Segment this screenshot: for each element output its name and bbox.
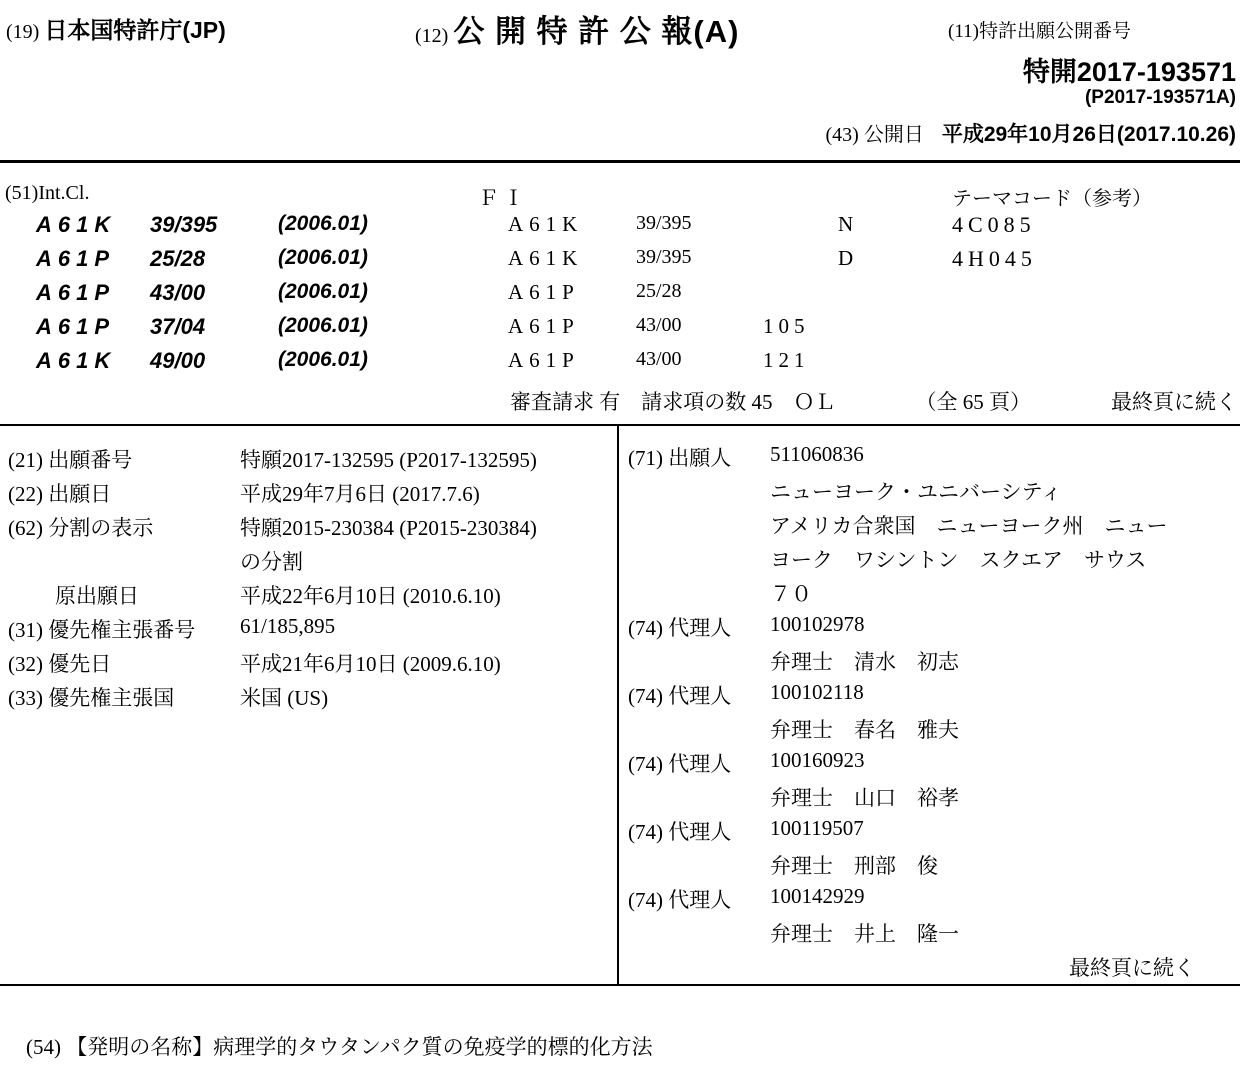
field-value: ニューヨーク・ユニバーシティ: [770, 480, 1062, 504]
intcl-number: 39/395: [150, 212, 218, 237]
biblio-row: [617, 510, 1240, 544]
field-value: 平成22年6月10日 (2010.6.10): [240, 584, 501, 608]
intcl-number: 43/00: [150, 280, 206, 305]
theme-code: 4H045: [952, 246, 1037, 271]
document-type: [415, 6, 739, 51]
biblio-row: [617, 544, 1240, 578]
fi-subcode: 121: [763, 348, 810, 372]
fi-number: 43/00: [636, 348, 682, 370]
publication-number-paren: (P2017-193571A): [1084, 87, 1236, 108]
applicant-agent-column: [617, 442, 1240, 986]
fi-class: A61P: [508, 348, 580, 372]
intcl-version: (2006.01): [278, 212, 368, 235]
field-value: の分割: [240, 550, 303, 574]
field-value: 弁理士 清水 初志: [770, 650, 959, 674]
field-label: (71) 出願人: [628, 446, 732, 470]
field-value: 100102118: [770, 680, 864, 704]
fi-number: 43/00: [636, 314, 682, 336]
biblio-row: [0, 648, 617, 682]
field-value: 100160923: [770, 748, 865, 772]
biblio-row: [617, 782, 1240, 816]
fi-class: A61K: [508, 212, 584, 236]
biblio-row: [0, 580, 617, 614]
field-value: 平成21年6月10日 (2009.6.10): [240, 652, 501, 676]
biblio-row: [617, 918, 1240, 952]
fi-letter: N: [838, 212, 854, 236]
fi-number: 25/28: [636, 280, 682, 302]
field-label: (74) 代理人: [628, 820, 732, 844]
continued-note-bottom: 最終頁に続く: [1069, 956, 1195, 980]
biblio-row: [0, 546, 617, 580]
biblio-row: [0, 478, 617, 512]
intcl-label-text: Int.Cl.: [38, 182, 90, 204]
header-divider-rule: [0, 160, 1240, 163]
publication-number: 特開2017-193571: [1022, 57, 1236, 87]
pubnum-label-text: 特許出願公開番号: [978, 21, 1131, 42]
total-pages: （全 65 頁）: [915, 390, 1031, 414]
field-label: (21) 出願番号: [8, 448, 133, 472]
examination-request-text: 審査請求 有 請求項の数 45 ＯＬ: [510, 390, 836, 414]
field-value: 米国 (US): [240, 686, 329, 710]
field-value: 特願2015-230384 (P2015-230384): [240, 516, 537, 540]
field-value: 100102978: [770, 612, 865, 636]
fi-class: A61K: [508, 246, 584, 270]
intcl-version: (2006.01): [278, 314, 368, 337]
classification-row: [0, 280, 1240, 314]
intcl-version: (2006.01): [278, 348, 368, 371]
invention-title: 病理学的タウタンパク質の免疫学的標的化方法: [213, 1036, 653, 1059]
publication-office: [6, 12, 226, 45]
classification-row: [0, 348, 1240, 382]
field-value: ７０: [770, 582, 812, 606]
intcl-number: 25/28: [150, 246, 206, 271]
biblio-row: [617, 578, 1240, 612]
fi-number: 39/395: [636, 246, 692, 268]
intcl-version: (2006.01): [278, 280, 368, 303]
field-value: 弁理士 春名 雅夫: [770, 718, 959, 742]
biblio-row: [617, 442, 1240, 476]
biblio-row: [0, 682, 617, 716]
biblio-row: [0, 512, 617, 546]
pubdate-label: (43) 公開日: [825, 124, 924, 146]
field-label: (74) 代理人: [628, 616, 732, 640]
classification-row: [0, 314, 1240, 348]
intcl-class: A61P: [36, 246, 116, 271]
biblio-row: [617, 714, 1240, 748]
theme-code-column-label: テーマコード（参考）: [952, 188, 1152, 210]
application-data-column: [0, 444, 617, 716]
box-top-rule: [0, 424, 1240, 426]
field-value: アメリカ合衆国 ニューヨーク州 ニュー: [770, 514, 1168, 538]
field-value: 平成29年7月6日 (2017.7.6): [240, 482, 480, 506]
office-section-code: (19): [6, 21, 40, 43]
intcl-section-label: [5, 182, 89, 205]
biblio-row: [617, 748, 1240, 782]
biblio-row: [617, 476, 1240, 510]
intcl-number: 37/04: [150, 314, 206, 339]
biblio-row: [617, 612, 1240, 646]
field-label: (74) 代理人: [628, 752, 732, 776]
biblio-row: [617, 816, 1240, 850]
field-label: (22) 出願日: [8, 482, 112, 506]
classification-row: [0, 246, 1240, 280]
field-value: ヨーク ワシントン スクエア サウス: [770, 548, 1147, 572]
fi-class: A61P: [508, 314, 580, 338]
field-value: 弁理士 刑部 俊: [770, 854, 938, 878]
intcl-number: 49/00: [150, 348, 206, 373]
field-value: 100119507: [770, 816, 864, 840]
intcl-version: (2006.01): [278, 246, 368, 269]
fi-letter: D: [838, 246, 854, 270]
field-value: 511060836: [770, 442, 864, 466]
field-label: (33) 優先権主張国: [8, 686, 175, 710]
theme-code: 4C085: [952, 212, 1036, 237]
continued-note-top: 最終頁に続く: [1111, 390, 1237, 414]
classification-row: [0, 212, 1240, 246]
fi-class: A61P: [508, 280, 580, 304]
doctype-section-code: (12): [415, 25, 449, 47]
field-label: (62) 分割の表示: [8, 516, 154, 540]
publication-date: 平成29年10月26日(2017.10.26): [941, 123, 1236, 146]
intcl-class: A61K: [36, 212, 117, 237]
invention-title-label: 【発明の名称】: [66, 1036, 214, 1059]
fi-column-label: ＦＩ: [478, 186, 528, 210]
field-value: 弁理士 山口 裕孝: [770, 786, 959, 810]
biblio-row: [617, 884, 1240, 918]
biblio-row: [0, 444, 617, 478]
intcl-class: A61P: [36, 280, 116, 305]
biblio-row: [617, 850, 1240, 884]
continued-note-row: [617, 952, 1240, 986]
classification-rows: [0, 212, 1240, 382]
biblio-row: [617, 680, 1240, 714]
publication-number-label: [948, 16, 1131, 43]
invention-title-line: [5, 1006, 653, 1085]
intcl-class: A61P: [36, 314, 116, 339]
field-value: 61/185,895: [240, 614, 336, 638]
fi-subcode: 105: [763, 314, 810, 338]
field-value: 100142929: [770, 884, 865, 908]
field-value: 特願2017-132595 (P2017-132595): [240, 448, 537, 472]
publication-date-row: [826, 118, 1237, 148]
field-label: (31) 優先権主張番号: [8, 618, 196, 642]
pubnum-section-code: (11): [948, 21, 979, 42]
intcl-class: A61K: [36, 348, 117, 373]
field-value: 弁理士 井上 隆一: [770, 922, 959, 946]
field-label: (32) 優先日: [8, 652, 112, 676]
examination-request-line: [510, 386, 1237, 416]
field-label: (74) 代理人: [628, 888, 732, 912]
intcl-section-code: (51): [5, 182, 39, 204]
field-label: 原出願日: [55, 584, 139, 608]
field-label: (74) 代理人: [628, 684, 732, 708]
title-section-code: (54): [26, 1035, 61, 1059]
fi-number: 39/395: [636, 212, 692, 234]
doctype-name: 公 開 特 許 公 報(A): [453, 14, 740, 49]
biblio-row: [0, 614, 617, 648]
office-name: 日本国特許庁(JP): [44, 17, 226, 43]
biblio-row: [617, 646, 1240, 680]
